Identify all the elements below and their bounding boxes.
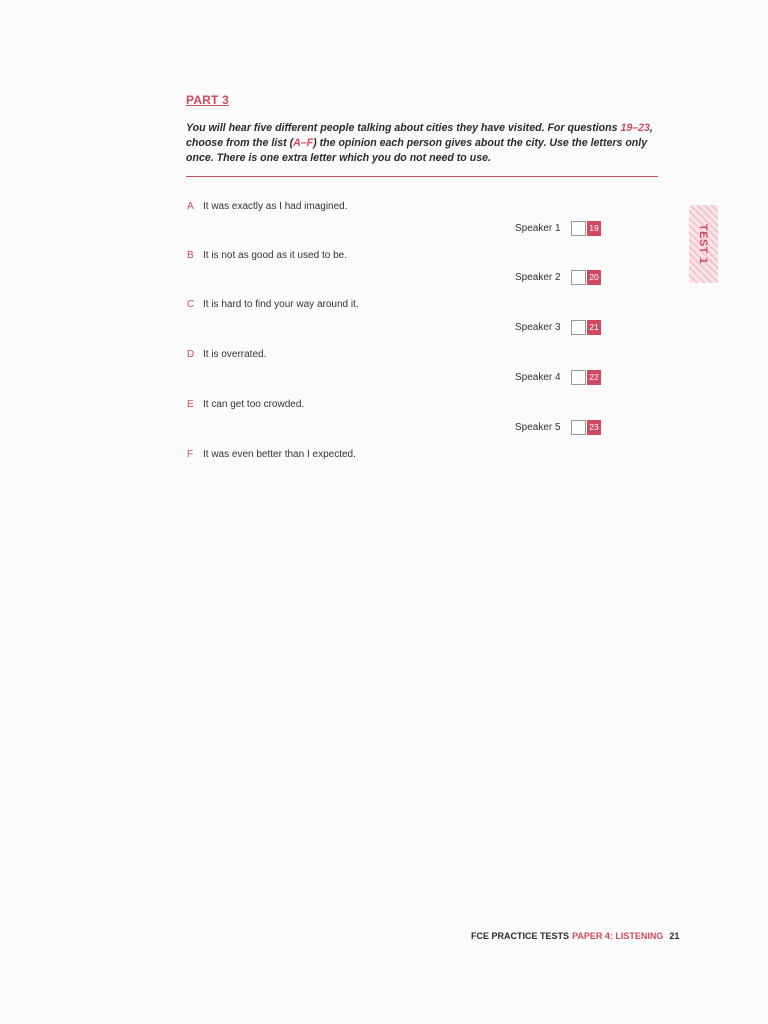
- option-a: [187, 201, 348, 212]
- question-number: 19: [587, 221, 601, 236]
- instructions-text-2: , choose from the list (: [186, 122, 653, 149]
- speaker-label: Speaker 5: [515, 421, 561, 433]
- page-footer: [471, 931, 679, 941]
- test-side-tab: [689, 205, 718, 283]
- speaker-3-row: [515, 319, 601, 335]
- option-b: [187, 250, 347, 261]
- question-number: 22: [587, 370, 601, 385]
- option-text: It is not as good as it used to be.: [203, 250, 347, 261]
- speaker-2-row: [515, 269, 601, 285]
- answer-box[interactable]: [571, 420, 586, 435]
- speaker-label: Speaker 4: [515, 371, 561, 383]
- speaker-label: Speaker 3: [515, 321, 561, 333]
- footer-book-title: FCE PRACTICE TESTS: [471, 931, 570, 941]
- option-d: [187, 349, 266, 360]
- option-e: [187, 399, 304, 410]
- instructions: [186, 121, 656, 166]
- option-letter: D: [187, 349, 195, 360]
- footer-paper-title: PAPER 4: LISTENING: [572, 931, 664, 941]
- divider-rule: [186, 176, 658, 177]
- answer-box[interactable]: [571, 270, 586, 285]
- part-title: PART 3: [186, 93, 229, 107]
- question-number: 20: [587, 270, 601, 285]
- speaker-label: Speaker 1: [515, 222, 561, 234]
- option-text: It can get too crowded.: [203, 399, 305, 410]
- answer-box[interactable]: [571, 221, 586, 236]
- speaker-label: Speaker 2: [515, 271, 561, 283]
- answer-box[interactable]: [571, 370, 586, 385]
- letter-range: A–F: [293, 137, 314, 149]
- speaker-5-row: [515, 419, 601, 435]
- option-letter: A: [187, 201, 194, 212]
- option-letter: B: [187, 250, 194, 261]
- option-letter: C: [187, 299, 195, 310]
- option-text: It is hard to find your way around it.: [203, 299, 359, 310]
- question-number: 21: [587, 320, 601, 335]
- option-text: It was even better than I expected.: [203, 449, 356, 460]
- page-number: 21: [669, 931, 680, 941]
- instructions-text-1: You will hear five different people talking about cities they have visited. For questions: [186, 122, 621, 134]
- option-letter: F: [187, 449, 194, 460]
- option-text: It was exactly as I had imagined.: [203, 201, 348, 212]
- option-text: It is overrated.: [203, 349, 267, 360]
- option-letter: E: [187, 399, 194, 410]
- instructions-text-3: ) the opinion each person gives about the city. Use the letters only once. There is one extra letter which you do not need to use.: [186, 137, 648, 164]
- side-tab-label: TEST 1: [697, 223, 710, 265]
- question-range: 19–23: [620, 122, 650, 134]
- option-f: [187, 449, 356, 460]
- speaker-4-row: [515, 369, 601, 385]
- speaker-1-row: [515, 220, 601, 236]
- option-c: [187, 299, 359, 310]
- question-number: 23: [587, 420, 601, 435]
- answer-box[interactable]: [571, 320, 586, 335]
